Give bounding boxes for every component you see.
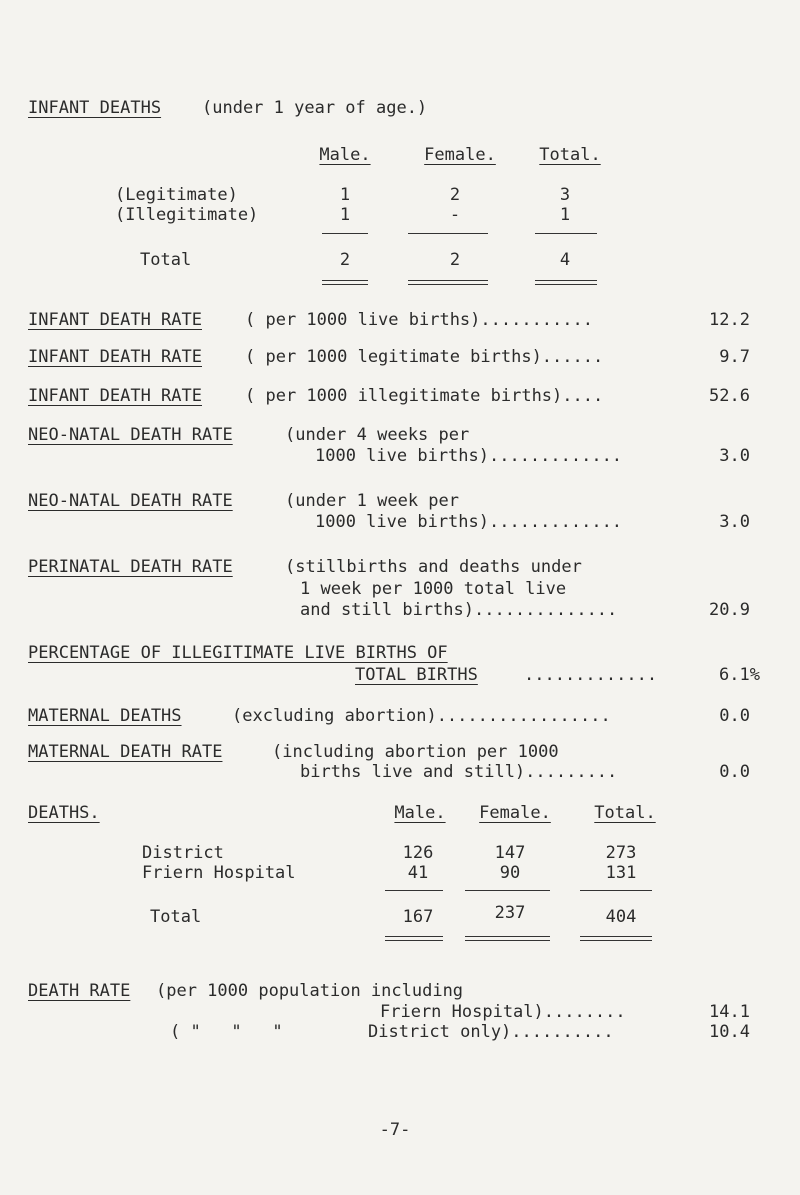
- rate-value: 52.6: [709, 386, 750, 406]
- deaths-row-label: Friern Hospital: [142, 863, 296, 883]
- rate-description: 1000 live births).............: [315, 446, 623, 466]
- rate-title: INFANT DEATH RATE: [28, 386, 202, 406]
- total-double-rule: [408, 280, 488, 281]
- deaths-row-total: 273: [605, 843, 637, 863]
- death-rate-description: (per 1000 population including: [156, 981, 464, 1001]
- infant-total-female: 2: [449, 250, 461, 270]
- infant-total-label: Total: [140, 250, 192, 270]
- total-double-rule: [385, 936, 443, 937]
- death-rate-description: District only)..........: [368, 1022, 614, 1042]
- maternal-title: MATERNAL DEATHS: [28, 706, 182, 726]
- rate-description: and still births)..............: [300, 600, 618, 620]
- rate-description: ( per 1000 illegitimate births)....: [245, 386, 604, 406]
- total-double-rule: [322, 280, 368, 281]
- maternal-value: 0.0: [719, 762, 750, 782]
- rate-value: 9.7: [719, 347, 750, 367]
- death-rate-description: Friern Hospital)........: [380, 1002, 626, 1022]
- maternal-description: births live and still).........: [300, 762, 618, 782]
- deaths-row-male: 126: [402, 843, 434, 863]
- total-double-rule: [322, 284, 368, 285]
- percentage-value: 6.1%: [719, 665, 760, 685]
- total-double-rule: [385, 940, 443, 941]
- maternal-value: 0.0: [719, 706, 750, 726]
- maternal-title: MATERNAL DEATH RATE: [28, 742, 223, 762]
- rate-value: 3.0: [719, 446, 750, 466]
- total-double-rule: [535, 280, 597, 281]
- death-rate-value: 10.4: [709, 1022, 750, 1042]
- deaths-heading: DEATHS.: [28, 803, 100, 823]
- rate-value: 12.2: [709, 310, 750, 330]
- rate-description: 1 week per 1000 total live: [300, 579, 567, 599]
- total-double-rule: [408, 284, 488, 285]
- rate-description: ( per 1000 legitimate births)......: [245, 347, 604, 367]
- subtotal-rule: [385, 890, 443, 891]
- deaths-col-total: Total.: [594, 803, 656, 823]
- infant-row-female: 2: [449, 185, 461, 205]
- deaths-total-female: 237: [494, 903, 526, 923]
- infant-row-label: (Legitimate): [115, 185, 238, 205]
- deaths-total-total: 404: [605, 907, 637, 927]
- deaths-col-male: Male.: [394, 803, 446, 823]
- death-rate-title: DEATH RATE: [28, 981, 131, 1001]
- infant-deaths-heading: INFANT DEATHS: [28, 98, 162, 118]
- deaths-total-male: 167: [402, 907, 434, 927]
- rate-description: (under 1 week per: [285, 491, 459, 511]
- rate-title: INFANT DEATH RATE: [28, 310, 202, 330]
- infant-row-total: 3: [559, 185, 571, 205]
- death-rate-value: 14.1: [709, 1002, 750, 1022]
- percentage-title: PERCENTAGE OF ILLEGITIMATE LIVE BIRTHS OF: [28, 643, 448, 663]
- infant-col-female: Female.: [424, 145, 496, 165]
- rate-value: 3.0: [719, 512, 750, 532]
- subtotal-rule: [408, 233, 488, 234]
- deaths-row-male: 41: [407, 863, 429, 883]
- deaths-row-total: 131: [605, 863, 637, 883]
- infant-row-label: (Illegitimate): [115, 205, 259, 225]
- subtotal-rule: [465, 890, 550, 891]
- percentage-dots: .............: [524, 665, 658, 685]
- rate-description: 1000 live births).............: [315, 512, 623, 532]
- death-rate-ditto: ( " " ": [170, 1022, 283, 1042]
- infant-col-male: Male.: [319, 145, 371, 165]
- total-double-rule: [580, 936, 652, 937]
- infant-row-female: -: [449, 205, 461, 225]
- rate-title: PERINATAL DEATH RATE: [28, 557, 233, 577]
- percentage-title-cont: TOTAL BIRTHS: [355, 665, 478, 685]
- infant-total-total: 4: [559, 250, 571, 270]
- total-double-rule: [465, 940, 550, 941]
- page-number: -7-: [379, 1120, 411, 1140]
- rate-value: 20.9: [709, 600, 750, 620]
- infant-row-total: 1: [559, 205, 571, 225]
- infant-total-male: 2: [339, 250, 351, 270]
- rate-description: (stillbirths and deaths under: [285, 557, 582, 577]
- rate-title: INFANT DEATH RATE: [28, 347, 202, 367]
- rate-title: NEO-NATAL DEATH RATE: [28, 491, 233, 511]
- infant-row-male: 1: [339, 185, 351, 205]
- rate-description: ( per 1000 live births)...........: [245, 310, 593, 330]
- total-double-rule: [535, 284, 597, 285]
- rate-description: (under 4 weeks per: [285, 425, 470, 445]
- subtotal-rule: [322, 233, 368, 234]
- maternal-description: (including abortion per 1000: [272, 742, 559, 762]
- total-double-rule: [465, 936, 550, 937]
- subtotal-rule: [535, 233, 597, 234]
- deaths-row-female: 90: [499, 863, 521, 883]
- total-double-rule: [580, 940, 652, 941]
- deaths-total-label: Total: [150, 907, 202, 927]
- deaths-row-label: District: [142, 843, 224, 863]
- subtotal-rule: [580, 890, 652, 891]
- infant-col-total: Total.: [539, 145, 601, 165]
- infant-row-male: 1: [339, 205, 351, 225]
- maternal-description: (excluding abortion).................: [232, 706, 611, 726]
- rate-title: NEO-NATAL DEATH RATE: [28, 425, 233, 445]
- infant-deaths-subheading: (under 1 year of age.): [202, 98, 428, 118]
- deaths-col-female: Female.: [479, 803, 551, 823]
- deaths-row-female: 147: [494, 843, 526, 863]
